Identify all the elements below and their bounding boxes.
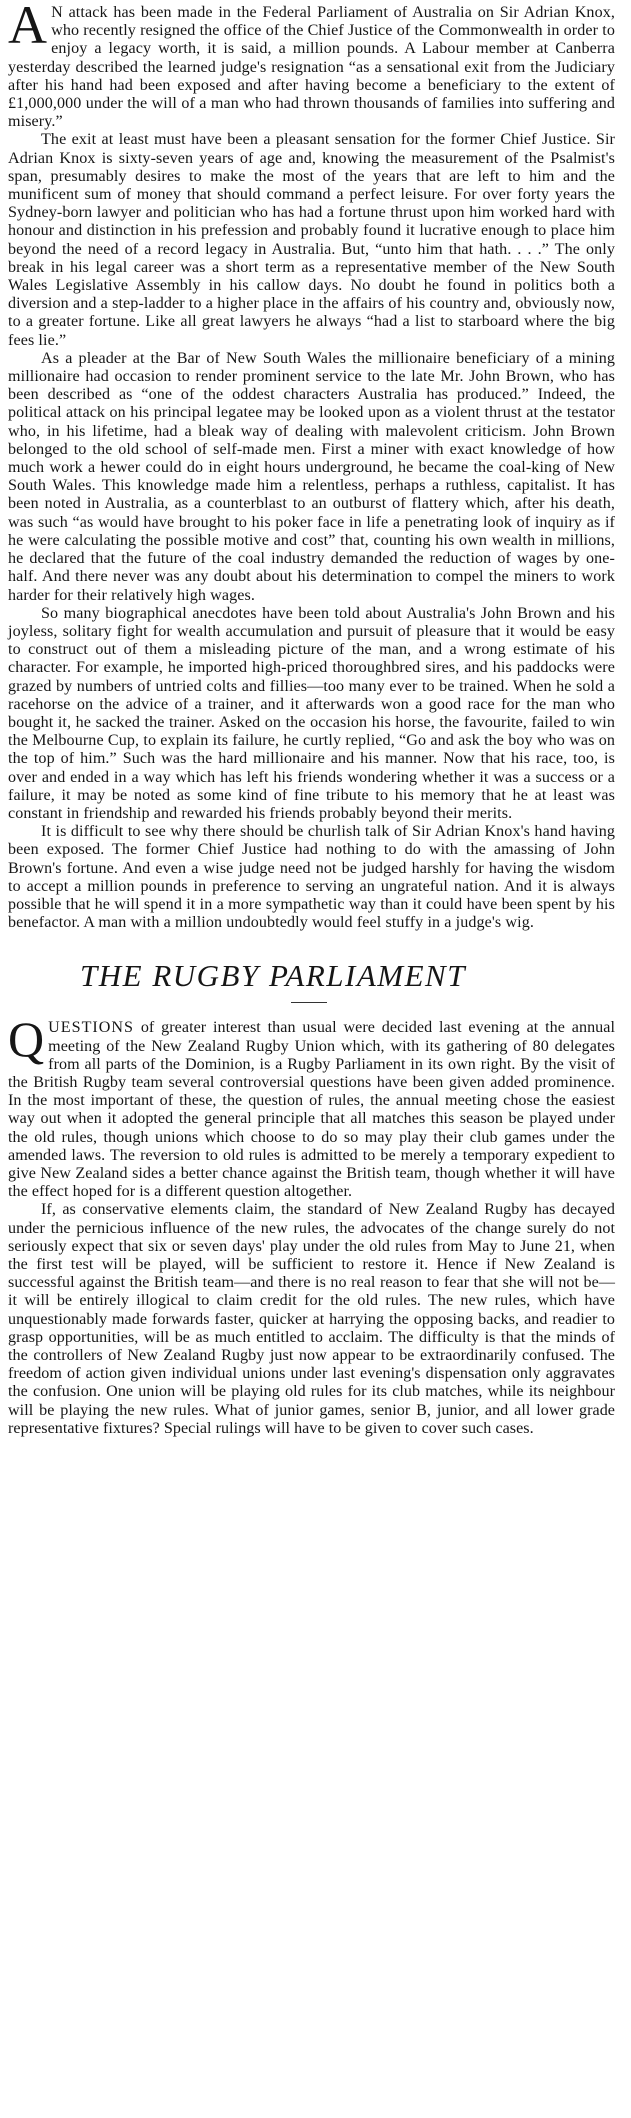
article-knox-paragraph-4: So many biographical anecdotes have been told about Australia's John Brown and his joyless, solitary fight for wealth accumulation and pursuit of pleasure that it would be easy to construct out of them a misleading picture of the man, and a wrong estimate of his character. For example, he imported high-priced thoroughbred sires, and his paddocks were grazed by numbers of untried colts and fillies—too many ever to be trained. When he sold a racehorse on the advice of a trainer, and it afterwards won a good race for the man who bought it, he sacked the trainer. Asked on the occasion his horse, the favourite, failed to win the Melbourne Cup, to explain its failure, he curtly replied, “Go and ask the boy who was on the top of him.” Such was the hard millionaire and his manner. Now that his race, too, is over and ended in a way which has left his friends wondering whether it was a success or a failure, it may be noted as some kind of fine tribute to his memory that he at least was constant in friendship and rewarded his friends probably beyond their merits.	[8, 604, 615, 822]
article-knox	[8, 0, 615, 932]
drop-cap: Q	[8, 1011, 45, 1068]
article-rugby-paragraph-1	[8, 1011, 615, 1201]
drop-cap: A	[8, 0, 48, 55]
headline-rule	[291, 1002, 327, 1003]
lead-caps: UESTIONS	[48, 1019, 134, 1037]
article-rugby	[8, 1011, 615, 1438]
headline-rugby-parliament: THE RUGBY PARLIAMENT	[80, 958, 466, 994]
article-knox-paragraph-2: The exit at least must have been a pleasant sensation for the former Chief Justice. Sir Adrian Knox is sixty-seven years of age and, knowing the measurement of the Psalmist's span, presumably desires to make the most of the years that are left to him and the munificent sum of money that should command a perfect leisure. For over forty years the Sydney-born lawyer and politician who has had a fortune thrust upon him worked hard with honour and distinction in his prefession and probably found it lucrative enough to place him beyond the need of a record legacy in Australia. But, “unto him that hath. . . .” The only break in his legal career was a short term as a representative member of the New South Wales Legislative Assembly in his callow days. No doubt he found in politics both a diversion and a step-ladder to a higher place in the affairs of his country and, obviously now, to a greater fortune. Like all great lawyers he always “had a list to starboard where the big fees lie.”	[8, 131, 615, 349]
article-knox-paragraph-1	[8, 0, 615, 131]
paragraph-text: N attack has been made in the Federal Parliament of Australia on Sir Adrian Knox, who recently resigned the office of the Chief Justice of the Commonwealth in order to enjoy a legacy worth, it is said, a million pounds. A Labour member at Canberra yesterday described the learned judge's resignation “as a sensational exit from the Judiciary after his hand had been exposed and after having become a beneficiary to the extent of £1,000,000 under the will of a man who had thrown thousands of families into suffering and misery.”	[8, 4, 615, 131]
paragraph-text: of greater interest than usual were decided last evening at the annual meeting of the New Zealand Rugby Union which, with its gathering of 80 delegates from all parts of the Dominion, is a Rugby Parliament in its own right. By the visit of the British Rugby team several controversial questions have been given added prominence. In the most important of these, the question of rules, the annual meeting chose the easiest way out when it adopted the general principle that all matches this season be played under the old rules, though unions which choose to do so may play their club games under the amended laws. The reversion to old rules is admitted to be merely a temporary expedient to give New Zealand sides a better chance against the British team, though whether it will have the effect hoped for is a different question altogether.	[8, 1019, 615, 1201]
article-knox-paragraph-5: It is difficult to see why there should be churlish talk of Sir Adrian Knox's hand having been exposed. The former Chief Justice had nothing to do with the amassing of John Brown's fortune. And even a wise judge need not be judged harshly for having the wisdom to accept a million pounds in preference to serving an ungrateful nation. And it is always possible that he will spend it in a more sympathetic way than it could have been spent by his benefactor. A man with a million undoubtedly would feel stuffy in a judge's wig.	[8, 823, 615, 932]
article-knox-paragraph-3: As a pleader at the Bar of New South Wales the millionaire beneficiary of a mining millionaire had occasion to render prominent service to the late Mr. John Brown, who has been described as “one of the oddest characters Australia has produced.” Indeed, the political attack on his principal legatee may be looked upon as a violent thrust at the testator who, in his lifetime, had a bleak way of dealing with malevolent criticism. John Brown belonged to the old school of self-made men. First a miner with exact knowledge of how much work a hewer could do in eight hours underground, he became the coal-king of New South Wales. This knowledge made him a relentless, perhaps a ruthless, capitalist. It has been noted in Australia, as a counterblast to an outburst of flattery which, after his death, was such “as would have brought to his poker face in life a penetrating look of inquiry as if he were calculating the possible motive and cost” that, counting his own wealth in millions, he declared that the future of the coal industry demanded the reduction of wages by one-half. And there never was any doubt about his determination to compel the miners to work harder for their relatively high wages.	[8, 349, 615, 604]
article-rugby-paragraph-2: If, as conservative elements claim, the standard of New Zealand Rugby has decayed under the pernicious influence of the new rules, the advocates of the change surely do not seriously expect that six or seven days' play under the old rules from May to June 21, when the first test will be played, will be sufficient to restore it. Hence if New Zealand is successful against the British team—and there is no real reason to fear that she will not be—it will be entirely illogical to claim credit for the old rules. The new rules, which have unquestionably made forwards faster, quicker at harrying the opposing backs, and readier to grasp opportunities, will be as much entitled to acclaim. The difficulty is that the minds of the controllers of New Zealand Rugby just now appear to be extraordinarily confused. The freedom of action given individual unions under last evening's dispensation only aggravates the confusion. One union will be playing old rules for its club matches, while its neighbour will be playing the new rules. What of junior games, senior B, junior, and all lower grade representative fixtures? Special rulings will have to be given to cover such cases.	[8, 1201, 615, 1437]
